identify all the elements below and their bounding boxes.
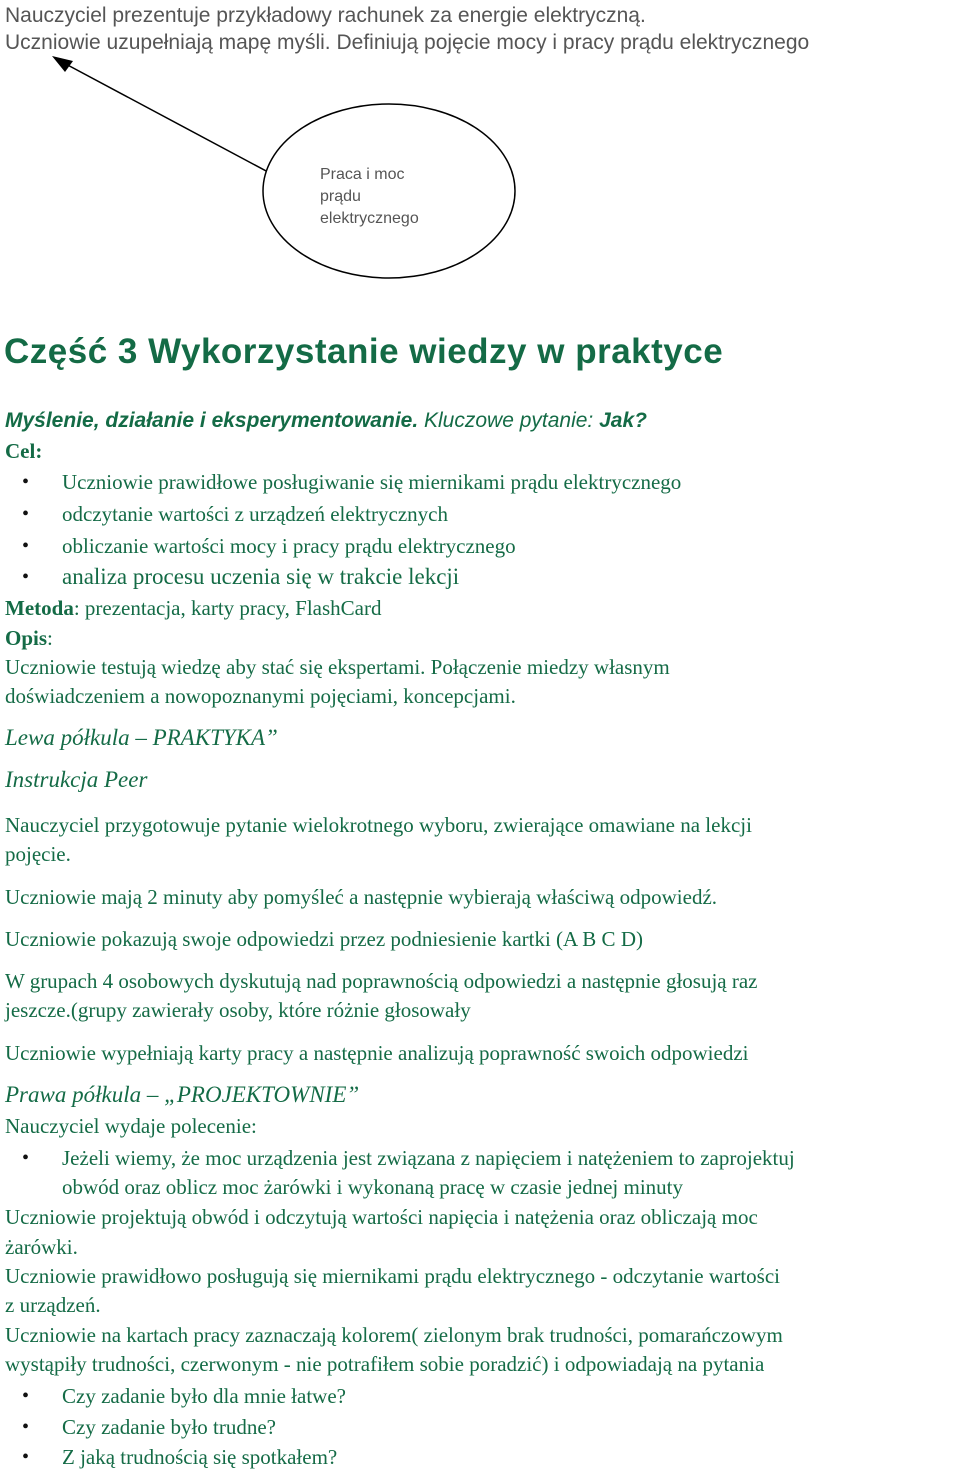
left-paragraph-4-line-2: jeszcze.(grupy zawierały osoby, które różnie głosowały [5,998,471,1022]
cel-item-text: Uczniowie prawidłowe posługiwanie się miernikami prądu elektrycznego [62,470,682,494]
left-paragraph-2: Uczniowie mają 2 minuty aby pomyśleć a następnie wybierają właściwą odpowiedź. [5,885,718,909]
opis-text-2: doświadczeniem a nowopoznanymi pojęciami, koncepcjami. [5,684,516,708]
arrow-head-icon [52,56,73,72]
subtitle-normal: Kluczowe pytanie: [418,409,600,432]
left-paragraph-4-line-1: W grupach 4 osobowych dyskutują nad poprawnością odpowiedzi a następnie głosują raz [5,969,758,993]
bullet-icon: • [22,1446,30,1468]
right-paragraph-2-line-1: Uczniowie prawidłowo posługują się miernikami prądu elektrycznego - odczytanie wartości [5,1264,780,1288]
intro-line-2: Uczniowie uzupełniają mapę myśli. Definiują pojęcie mocy i pracy prądu elektrycznego [5,31,810,54]
metoda-text: : prezentacja, karty pracy, FlashCard [73,596,382,620]
left-paragraph-1-line-1: Nauczyciel przygotowuje pytanie wielokrotnego wyboru, zwierające omawiane na lekcji [5,813,752,837]
mind-map-bubble [263,104,515,278]
peer-instruction-heading: Instrukcja Peer [5,767,148,792]
right-paragraph-1-line-2: żarówki. [5,1235,78,1259]
intro-line-1: Nauczyciel prezentuje przykładowy rachunek za energie elektryczną. [5,4,646,27]
bullet-icon: • [22,503,30,525]
right-paragraph-2-line-2: z urządzeń. [5,1293,101,1317]
cel-item-text: odczytanie wartości z urządzeń elektrycznych [62,502,448,526]
question-text: Z jaką trudnością się spotkałem? [62,1445,338,1469]
bullet-icon: • [22,1416,30,1438]
question-text: Czy zadanie było trudne? [62,1415,276,1439]
left-paragraph-1-line-2: pojęcie. [5,842,71,866]
right-paragraph-3-line-1: Uczniowie na kartach pracy zaznaczają kolorem( zielonym brak trudności, pomarańczowym [5,1323,783,1347]
left-paragraph-5: Uczniowie wypełniają karty pracy a następnie analizują poprawność swoich odpowiedzi [5,1041,749,1065]
cel-label: Cel: [5,439,43,463]
section-title: Część 3 Wykorzystanie wiedzy w praktyce [4,332,724,371]
bullet-icon: • [22,471,30,493]
question-text: Czy zadanie było dla mnie łatwe? [62,1384,346,1408]
bubble-line-2: prądu [320,188,361,205]
metoda-label: Metoda [5,596,74,620]
key-question-line [5,407,647,435]
cel-item-text: obliczanie wartości mocy i pracy prądu elektrycznego [62,534,516,558]
subtitle-end: Jak? [599,409,647,432]
bullet-icon: • [22,1147,30,1169]
task-text-line-2: obwód oraz oblicz moc żarówki i wykonaną pracę w czasie jednej minuty [62,1175,684,1199]
mind-map-diagram [0,40,560,285]
bullet-icon: • [22,566,30,588]
teacher-instruction: Nauczyciel wydaje polecenie: [5,1114,257,1138]
cel-item-text: analiza procesu uczenia się w trakcie lekcji [62,564,460,589]
bullet-icon: • [22,535,30,557]
opis-line [5,624,53,652]
right-hemisphere-heading: Prawa półkula – „PROJEKTOWNIE” [5,1082,360,1107]
opis-colon: : [47,626,53,650]
bubble-line-3: elektrycznego [320,210,419,227]
bubble-line-1: Praca i moc [320,166,405,183]
left-hemisphere-heading: Lewa półkula – PRAKTYKA” [5,725,278,750]
metoda-line [5,594,382,622]
task-text-line-1: Jeżeli wiemy, że moc urządzenia jest związana z napięciem i natężeniem to zaprojektuj [62,1146,795,1170]
right-paragraph-3-line-2: wystąpiły trudności, czerwonym - nie potrafiłem sobie poradzić) i odpowiadają na pytania [5,1352,765,1376]
left-paragraph-3: Uczniowie pokazują swoje odpowiedzi przez podniesienie kartki (A B C D) [5,927,643,951]
bullet-icon: • [22,1385,30,1407]
opis-text-1: Uczniowie testują wiedzę aby stać się ekspertami. Połączenie miedzy własnym [5,655,670,679]
mind-map-arrow-line [62,62,298,188]
subtitle-bold: Myślenie, działanie i eksperymentowanie. [5,409,419,432]
opis-label: Opis [5,626,48,650]
right-paragraph-1-line-1: Uczniowie projektują obwód i odczytują wartości napięcia i natężenia oraz obliczają moc [5,1205,758,1229]
